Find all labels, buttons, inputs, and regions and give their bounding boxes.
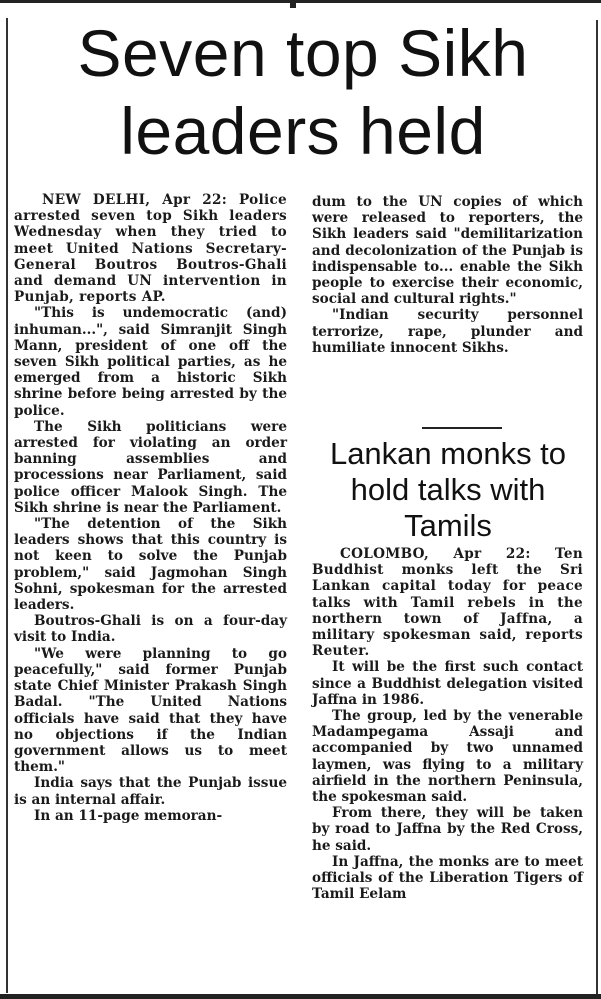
main-headline: Seven top Sikh leaders held [77, 16, 529, 168]
right-border-rule [596, 20, 598, 995]
story1-continuation-paragraph: dum to the UN copies of which were released to reporters, the Sikh leaders said "demilitarization and decolonization of the Punjab is indispensable to... enable the Sikh people to exercise their economic, social and cultural rights." [312, 194, 583, 308]
top-border-rule [0, 0, 601, 3]
story1-column-left [14, 192, 287, 824]
story2-column [312, 546, 583, 902]
left-border-rule [6, 18, 8, 993]
story1-paragraph: India says that the Punjab issue is an internal affair. [14, 775, 287, 808]
story1-paragraph: "We were planning to go peacefully," said former Punjab state Chief Minister Prakash Singh Badal. "The United Nations officials have said that they have no objections if the Indian government allows us to meet them." [14, 645, 287, 776]
secondary-headline: Lankan monks to hold talks with Tamils [329, 436, 567, 543]
story1-paragraph: NEW DELHI, Apr 22: Police arrested seven top Sikh leaders Wednesday when they tried to meet United Nations Secretary-General Boutros Boutros-Ghali and demand UN intervention in Punjab, reports AP. [14, 192, 287, 306]
story2-paragraph: In Jaffna, the monks are to meet officials of the Liberation Tigers of Tamil Eelam [312, 853, 583, 903]
story1-paragraph: Boutros-Ghali is on a four-day visit to India. [14, 613, 287, 646]
story-separator-rule [422, 427, 502, 429]
story1-column-right [312, 194, 583, 356]
story2-paragraph: It will be the first such contact since a Buddhist delegation visited Jaffna in 1986. [312, 659, 583, 708]
bottom-border-rule [0, 994, 601, 999]
story2-paragraph: From there, they will be taken by road to Jaffna by the Red Cross, he said. [312, 805, 583, 854]
top-border-tick [290, 0, 296, 8]
story1-paragraph: In an 11-page memoran- [34, 807, 223, 824]
story1-paragraph: "This is undemocratic (and) inhuman...", said Simranjit Singh Mann, president of one off the seven Sikh political parties, as he emerged from a historic Sikh shrine before being arrested by the police. [14, 305, 287, 419]
story2-paragraph: The group, led by the venerable Madampegama Assaji and accompanied by two unnamed laymen, was flying to a military airfield in the northern Peninsula, the spokesman said. [312, 708, 583, 806]
story1-continuation-paragraph: "Indian security personnel terrorize, rape, plunder and humiliate innocent Sikhs. [312, 307, 583, 356]
story2-paragraph: COLOMBO, Apr 22: Ten Buddhist monks left the Sri Lankan capital today for peace talks with Tamil rebels in the northern town of Jaffna, a military spokesman said, reports Reuter. [312, 546, 583, 660]
story1-paragraph: "The detention of the Sikh leaders shows that this country is not keen to solve the Punjab problem," said Jagmohan Singh Sohni, spokesman for the arrested leaders. [14, 516, 287, 614]
story1-paragraph: The Sikh politicians were arrested for violating an order banning assemblies and processions near Parliament, said police officer Malook Singh. The Sikh shrine is near the Parliament. [14, 418, 287, 516]
